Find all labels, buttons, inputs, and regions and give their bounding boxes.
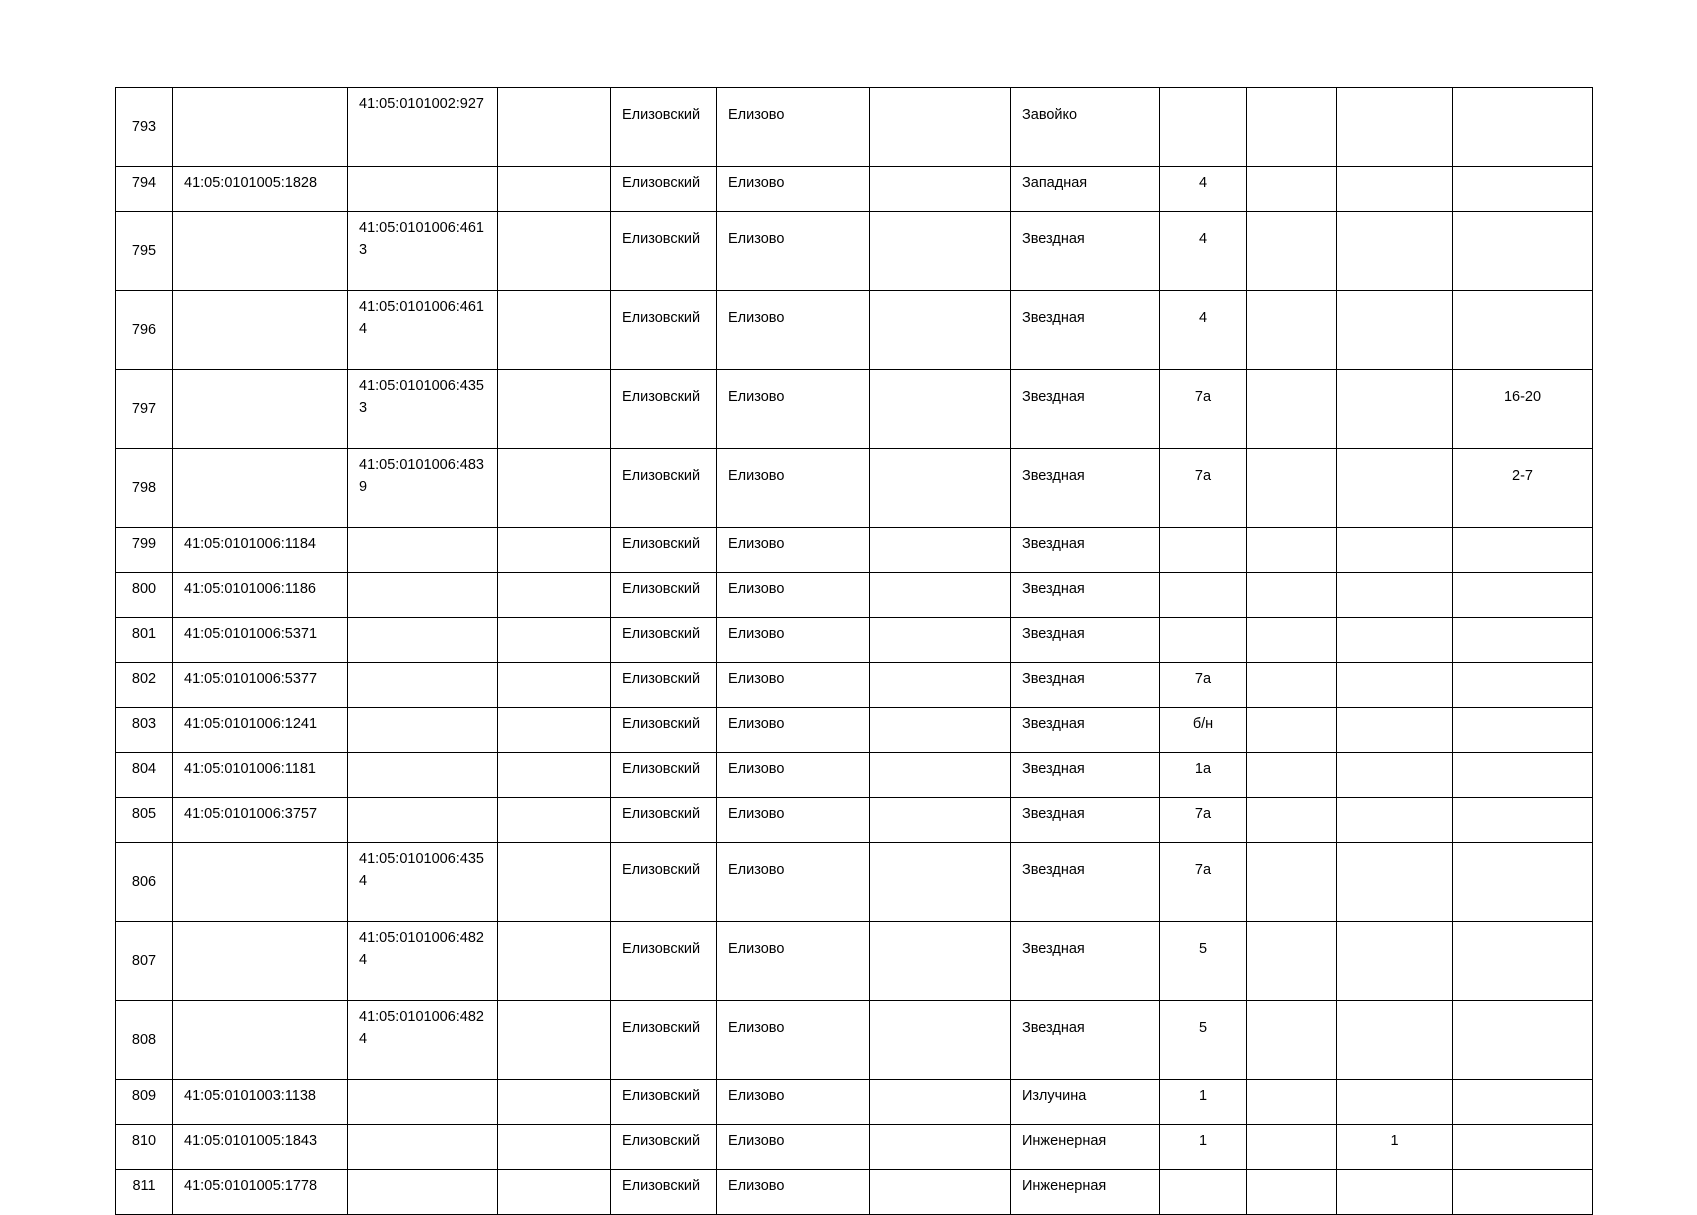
cell-street: Звездная xyxy=(1011,449,1160,528)
cell-building-cadastral-number: 41:05:0101006:4613 xyxy=(348,212,498,291)
cell-building-cadastral-number xyxy=(348,167,498,212)
cell-empty xyxy=(498,1080,611,1125)
cell-cadastral-number: 41:05:0101006:5371 xyxy=(173,618,348,663)
cell-cadastral-number: 41:05:0101003:1138 xyxy=(173,1080,348,1125)
cell-empty xyxy=(870,1001,1011,1080)
cell-street: Звездная xyxy=(1011,212,1160,291)
cell-empty xyxy=(498,1170,611,1215)
cell-apartment-number xyxy=(1453,291,1593,370)
cell-building-cadastral-number xyxy=(348,528,498,573)
cell-house-number: б/н xyxy=(1160,708,1247,753)
cell-settlement: Елизово xyxy=(717,708,870,753)
cell-house-number xyxy=(1160,618,1247,663)
cell-district: Елизовский xyxy=(611,1080,717,1125)
cell-house-number: 7а xyxy=(1160,798,1247,843)
table-row xyxy=(116,88,1593,167)
cell-cadastral-number xyxy=(173,843,348,922)
cell-settlement: Елизово xyxy=(717,1080,870,1125)
cell-cadastral-number: 41:05:0101006:1184 xyxy=(173,528,348,573)
cell-cadastral-number: 41:05:0101006:1186 xyxy=(173,573,348,618)
cell-building-cadastral-number: 41:05:0101006:4824 xyxy=(348,922,498,1001)
cell-cadastral-number: 41:05:0101005:1778 xyxy=(173,1170,348,1215)
cell-empty xyxy=(498,212,611,291)
cell-row-number: 811 xyxy=(116,1170,173,1215)
table-row xyxy=(116,922,1593,1001)
cell-empty xyxy=(870,798,1011,843)
cell-building-number xyxy=(1337,370,1453,449)
cell-empty xyxy=(498,167,611,212)
cell-apartment-number xyxy=(1453,573,1593,618)
cell-empty xyxy=(498,88,611,167)
cell-cadastral-number: 41:05:0101006:5377 xyxy=(173,663,348,708)
cell-house-number: 4 xyxy=(1160,212,1247,291)
cell-building-cadastral-number xyxy=(348,708,498,753)
cell-cadastral-number xyxy=(173,370,348,449)
cell-apartment-number xyxy=(1453,167,1593,212)
cell-empty xyxy=(1247,370,1337,449)
cell-row-number: 804 xyxy=(116,753,173,798)
table-row xyxy=(116,449,1593,528)
cell-district: Елизовский xyxy=(611,88,717,167)
cell-street: Звездная xyxy=(1011,370,1160,449)
cell-settlement: Елизово xyxy=(717,449,870,528)
cell-house-number: 5 xyxy=(1160,922,1247,1001)
cell-cadastral-number: 41:05:0101006:1241 xyxy=(173,708,348,753)
cell-settlement: Елизово xyxy=(717,1170,870,1215)
cell-settlement: Елизово xyxy=(717,1001,870,1080)
cell-empty xyxy=(870,663,1011,708)
table-row xyxy=(116,708,1593,753)
cell-row-number: 797 xyxy=(116,370,173,449)
cell-empty xyxy=(1247,449,1337,528)
table-row xyxy=(116,167,1593,212)
cell-building-cadastral-number xyxy=(348,573,498,618)
cell-empty xyxy=(498,753,611,798)
cell-apartment-number: 16-20 xyxy=(1453,370,1593,449)
table-row xyxy=(116,291,1593,370)
cell-row-number: 795 xyxy=(116,212,173,291)
cell-house-number xyxy=(1160,88,1247,167)
cell-district: Елизовский xyxy=(611,1170,717,1215)
cell-house-number xyxy=(1160,1170,1247,1215)
cell-apartment-number xyxy=(1453,663,1593,708)
cell-house-number: 7а xyxy=(1160,663,1247,708)
cell-street: Звездная xyxy=(1011,291,1160,370)
cell-settlement: Елизово xyxy=(717,212,870,291)
cell-empty xyxy=(870,291,1011,370)
cell-apartment-number xyxy=(1453,753,1593,798)
cell-row-number: 805 xyxy=(116,798,173,843)
cell-street: Звездная xyxy=(1011,708,1160,753)
cell-building-number xyxy=(1337,291,1453,370)
cell-row-number: 800 xyxy=(116,573,173,618)
cell-house-number: 4 xyxy=(1160,167,1247,212)
cell-district: Елизовский xyxy=(611,370,717,449)
cell-empty xyxy=(870,212,1011,291)
cell-house-number: 1 xyxy=(1160,1080,1247,1125)
cell-building-cadastral-number xyxy=(348,798,498,843)
cell-district: Елизовский xyxy=(611,922,717,1001)
cell-row-number: 803 xyxy=(116,708,173,753)
cell-row-number: 806 xyxy=(116,843,173,922)
cell-district: Елизовский xyxy=(611,167,717,212)
cell-house-number: 1 xyxy=(1160,1125,1247,1170)
cell-cadastral-number xyxy=(173,291,348,370)
cell-district: Елизовский xyxy=(611,291,717,370)
cell-empty xyxy=(1247,167,1337,212)
cell-district: Елизовский xyxy=(611,753,717,798)
cell-empty xyxy=(870,528,1011,573)
cell-settlement: Елизово xyxy=(717,573,870,618)
cell-cadastral-number xyxy=(173,922,348,1001)
cell-building-cadastral-number xyxy=(348,1080,498,1125)
cell-building-number xyxy=(1337,167,1453,212)
cell-empty xyxy=(870,1125,1011,1170)
cell-cadastral-number xyxy=(173,88,348,167)
cell-empty xyxy=(498,573,611,618)
cell-house-number xyxy=(1160,573,1247,618)
cell-building-number xyxy=(1337,1080,1453,1125)
cell-house-number: 7а xyxy=(1160,370,1247,449)
cell-cadastral-number xyxy=(173,212,348,291)
cell-district: Елизовский xyxy=(611,212,717,291)
cell-empty xyxy=(870,922,1011,1001)
cell-empty xyxy=(498,798,611,843)
cell-empty xyxy=(1247,1001,1337,1080)
cell-street: Звездная xyxy=(1011,753,1160,798)
table-row xyxy=(116,663,1593,708)
cell-building-number xyxy=(1337,708,1453,753)
cell-building-number xyxy=(1337,1170,1453,1215)
cell-apartment-number xyxy=(1453,528,1593,573)
cell-house-number: 4 xyxy=(1160,291,1247,370)
cell-empty xyxy=(498,370,611,449)
cell-empty xyxy=(1247,798,1337,843)
cell-row-number: 793 xyxy=(116,88,173,167)
cell-apartment-number xyxy=(1453,1170,1593,1215)
cell-apartment-number: 2-7 xyxy=(1453,449,1593,528)
cell-empty xyxy=(870,843,1011,922)
cell-building-number: 1 xyxy=(1337,1125,1453,1170)
cell-district: Елизовский xyxy=(611,528,717,573)
cell-apartment-number xyxy=(1453,798,1593,843)
cell-empty xyxy=(1247,753,1337,798)
cell-settlement: Елизово xyxy=(717,618,870,663)
cell-house-number xyxy=(1160,528,1247,573)
table-row xyxy=(116,1001,1593,1080)
cell-empty xyxy=(1247,212,1337,291)
cell-empty xyxy=(870,708,1011,753)
cell-row-number: 810 xyxy=(116,1125,173,1170)
cell-building-number xyxy=(1337,88,1453,167)
cell-row-number: 799 xyxy=(116,528,173,573)
cell-house-number: 7а xyxy=(1160,843,1247,922)
cell-empty xyxy=(870,449,1011,528)
cell-empty xyxy=(498,663,611,708)
cell-settlement: Елизово xyxy=(717,370,870,449)
table-row xyxy=(116,1125,1593,1170)
table-row xyxy=(116,1080,1593,1125)
cell-cadastral-number: 41:05:0101006:3757 xyxy=(173,798,348,843)
cell-street: Звездная xyxy=(1011,573,1160,618)
cell-building-number xyxy=(1337,1001,1453,1080)
cell-building-number xyxy=(1337,449,1453,528)
cell-street: Западная xyxy=(1011,167,1160,212)
cell-building-cadastral-number xyxy=(348,1125,498,1170)
cell-row-number: 807 xyxy=(116,922,173,1001)
cell-building-number xyxy=(1337,528,1453,573)
cell-empty xyxy=(1247,663,1337,708)
cell-empty xyxy=(870,618,1011,663)
table-row xyxy=(116,753,1593,798)
cell-empty xyxy=(1247,843,1337,922)
cell-district: Елизовский xyxy=(611,618,717,663)
cell-row-number: 798 xyxy=(116,449,173,528)
cell-empty xyxy=(1247,291,1337,370)
cell-district: Елизовский xyxy=(611,663,717,708)
table-row xyxy=(116,212,1593,291)
cell-cadastral-number xyxy=(173,1001,348,1080)
table-row xyxy=(116,1170,1593,1215)
cell-building-number xyxy=(1337,753,1453,798)
cell-street: Звездная xyxy=(1011,618,1160,663)
cell-building-cadastral-number xyxy=(348,1170,498,1215)
cell-empty xyxy=(498,291,611,370)
cell-empty xyxy=(1247,88,1337,167)
document-page xyxy=(115,87,1593,1215)
cell-street: Звездная xyxy=(1011,663,1160,708)
cell-settlement: Елизово xyxy=(717,843,870,922)
cell-settlement: Елизово xyxy=(717,528,870,573)
cell-building-number xyxy=(1337,212,1453,291)
cell-empty xyxy=(870,753,1011,798)
cell-empty xyxy=(870,167,1011,212)
cell-district: Елизовский xyxy=(611,573,717,618)
cell-building-cadastral-number xyxy=(348,663,498,708)
cell-building-cadastral-number: 41:05:0101002:927 xyxy=(348,88,498,167)
cell-row-number: 801 xyxy=(116,618,173,663)
table-row xyxy=(116,843,1593,922)
cell-row-number: 808 xyxy=(116,1001,173,1080)
table-row xyxy=(116,573,1593,618)
cell-building-cadastral-number: 41:05:0101006:4614 xyxy=(348,291,498,370)
cell-apartment-number xyxy=(1453,1001,1593,1080)
cell-cadastral-number: 41:05:0101005:1828 xyxy=(173,167,348,212)
cell-building-cadastral-number: 41:05:0101006:4839 xyxy=(348,449,498,528)
cell-apartment-number xyxy=(1453,88,1593,167)
cell-empty xyxy=(498,843,611,922)
cell-street: Излучина xyxy=(1011,1080,1160,1125)
cell-street: Звездная xyxy=(1011,843,1160,922)
cell-cadastral-number: 41:05:0101006:1181 xyxy=(173,753,348,798)
cell-building-cadastral-number xyxy=(348,753,498,798)
cell-settlement: Елизово xyxy=(717,922,870,1001)
cell-empty xyxy=(498,708,611,753)
cell-apartment-number xyxy=(1453,1080,1593,1125)
cell-empty xyxy=(498,449,611,528)
cell-building-number xyxy=(1337,798,1453,843)
cell-street: Завойко xyxy=(1011,88,1160,167)
cell-empty xyxy=(498,528,611,573)
table-row xyxy=(116,370,1593,449)
cell-empty xyxy=(498,618,611,663)
cell-apartment-number xyxy=(1453,708,1593,753)
cell-empty xyxy=(1247,922,1337,1001)
cell-empty xyxy=(1247,573,1337,618)
cell-building-number xyxy=(1337,618,1453,663)
table-body xyxy=(116,88,1593,1215)
cell-empty xyxy=(498,922,611,1001)
cell-row-number: 796 xyxy=(116,291,173,370)
cell-row-number: 794 xyxy=(116,167,173,212)
cell-street: Инженерная xyxy=(1011,1125,1160,1170)
cell-settlement: Елизово xyxy=(717,167,870,212)
cell-district: Елизовский xyxy=(611,798,717,843)
cell-district: Елизовский xyxy=(611,1125,717,1170)
cell-settlement: Елизово xyxy=(717,1125,870,1170)
cell-empty xyxy=(870,573,1011,618)
cell-empty xyxy=(870,1080,1011,1125)
registry-table xyxy=(115,87,1593,1215)
cell-empty xyxy=(1247,1080,1337,1125)
cell-apartment-number xyxy=(1453,1125,1593,1170)
cell-house-number: 1а xyxy=(1160,753,1247,798)
cell-building-number xyxy=(1337,922,1453,1001)
cell-empty xyxy=(1247,618,1337,663)
cell-building-number xyxy=(1337,843,1453,922)
cell-house-number: 7а xyxy=(1160,449,1247,528)
cell-empty xyxy=(870,1170,1011,1215)
table-row xyxy=(116,528,1593,573)
cell-settlement: Елизово xyxy=(717,291,870,370)
cell-district: Елизовский xyxy=(611,843,717,922)
cell-building-cadastral-number: 41:05:0101006:4354 xyxy=(348,843,498,922)
cell-empty xyxy=(498,1125,611,1170)
cell-empty xyxy=(870,88,1011,167)
cell-building-cadastral-number xyxy=(348,618,498,663)
cell-row-number: 809 xyxy=(116,1080,173,1125)
cell-settlement: Елизово xyxy=(717,753,870,798)
cell-street: Звездная xyxy=(1011,798,1160,843)
cell-street: Звездная xyxy=(1011,528,1160,573)
cell-district: Елизовский xyxy=(611,449,717,528)
cell-apartment-number xyxy=(1453,212,1593,291)
cell-empty xyxy=(1247,1170,1337,1215)
cell-settlement: Елизово xyxy=(717,798,870,843)
cell-district: Елизовский xyxy=(611,1001,717,1080)
cell-district: Елизовский xyxy=(611,708,717,753)
cell-empty xyxy=(1247,1125,1337,1170)
cell-street: Инженерная xyxy=(1011,1170,1160,1215)
cell-house-number: 5 xyxy=(1160,1001,1247,1080)
cell-empty xyxy=(1247,708,1337,753)
cell-building-cadastral-number: 41:05:0101006:4824 xyxy=(348,1001,498,1080)
cell-empty xyxy=(498,1001,611,1080)
cell-empty xyxy=(1247,528,1337,573)
cell-settlement: Елизово xyxy=(717,663,870,708)
table-row xyxy=(116,618,1593,663)
cell-apartment-number xyxy=(1453,843,1593,922)
cell-settlement: Елизово xyxy=(717,88,870,167)
cell-street: Звездная xyxy=(1011,922,1160,1001)
cell-row-number: 802 xyxy=(116,663,173,708)
cell-building-number xyxy=(1337,663,1453,708)
cell-building-number xyxy=(1337,573,1453,618)
cell-apartment-number xyxy=(1453,922,1593,1001)
cell-cadastral-number: 41:05:0101005:1843 xyxy=(173,1125,348,1170)
table-row xyxy=(116,798,1593,843)
cell-building-cadastral-number: 41:05:0101006:4353 xyxy=(348,370,498,449)
cell-apartment-number xyxy=(1453,618,1593,663)
cell-street: Звездная xyxy=(1011,1001,1160,1080)
cell-cadastral-number xyxy=(173,449,348,528)
cell-empty xyxy=(870,370,1011,449)
